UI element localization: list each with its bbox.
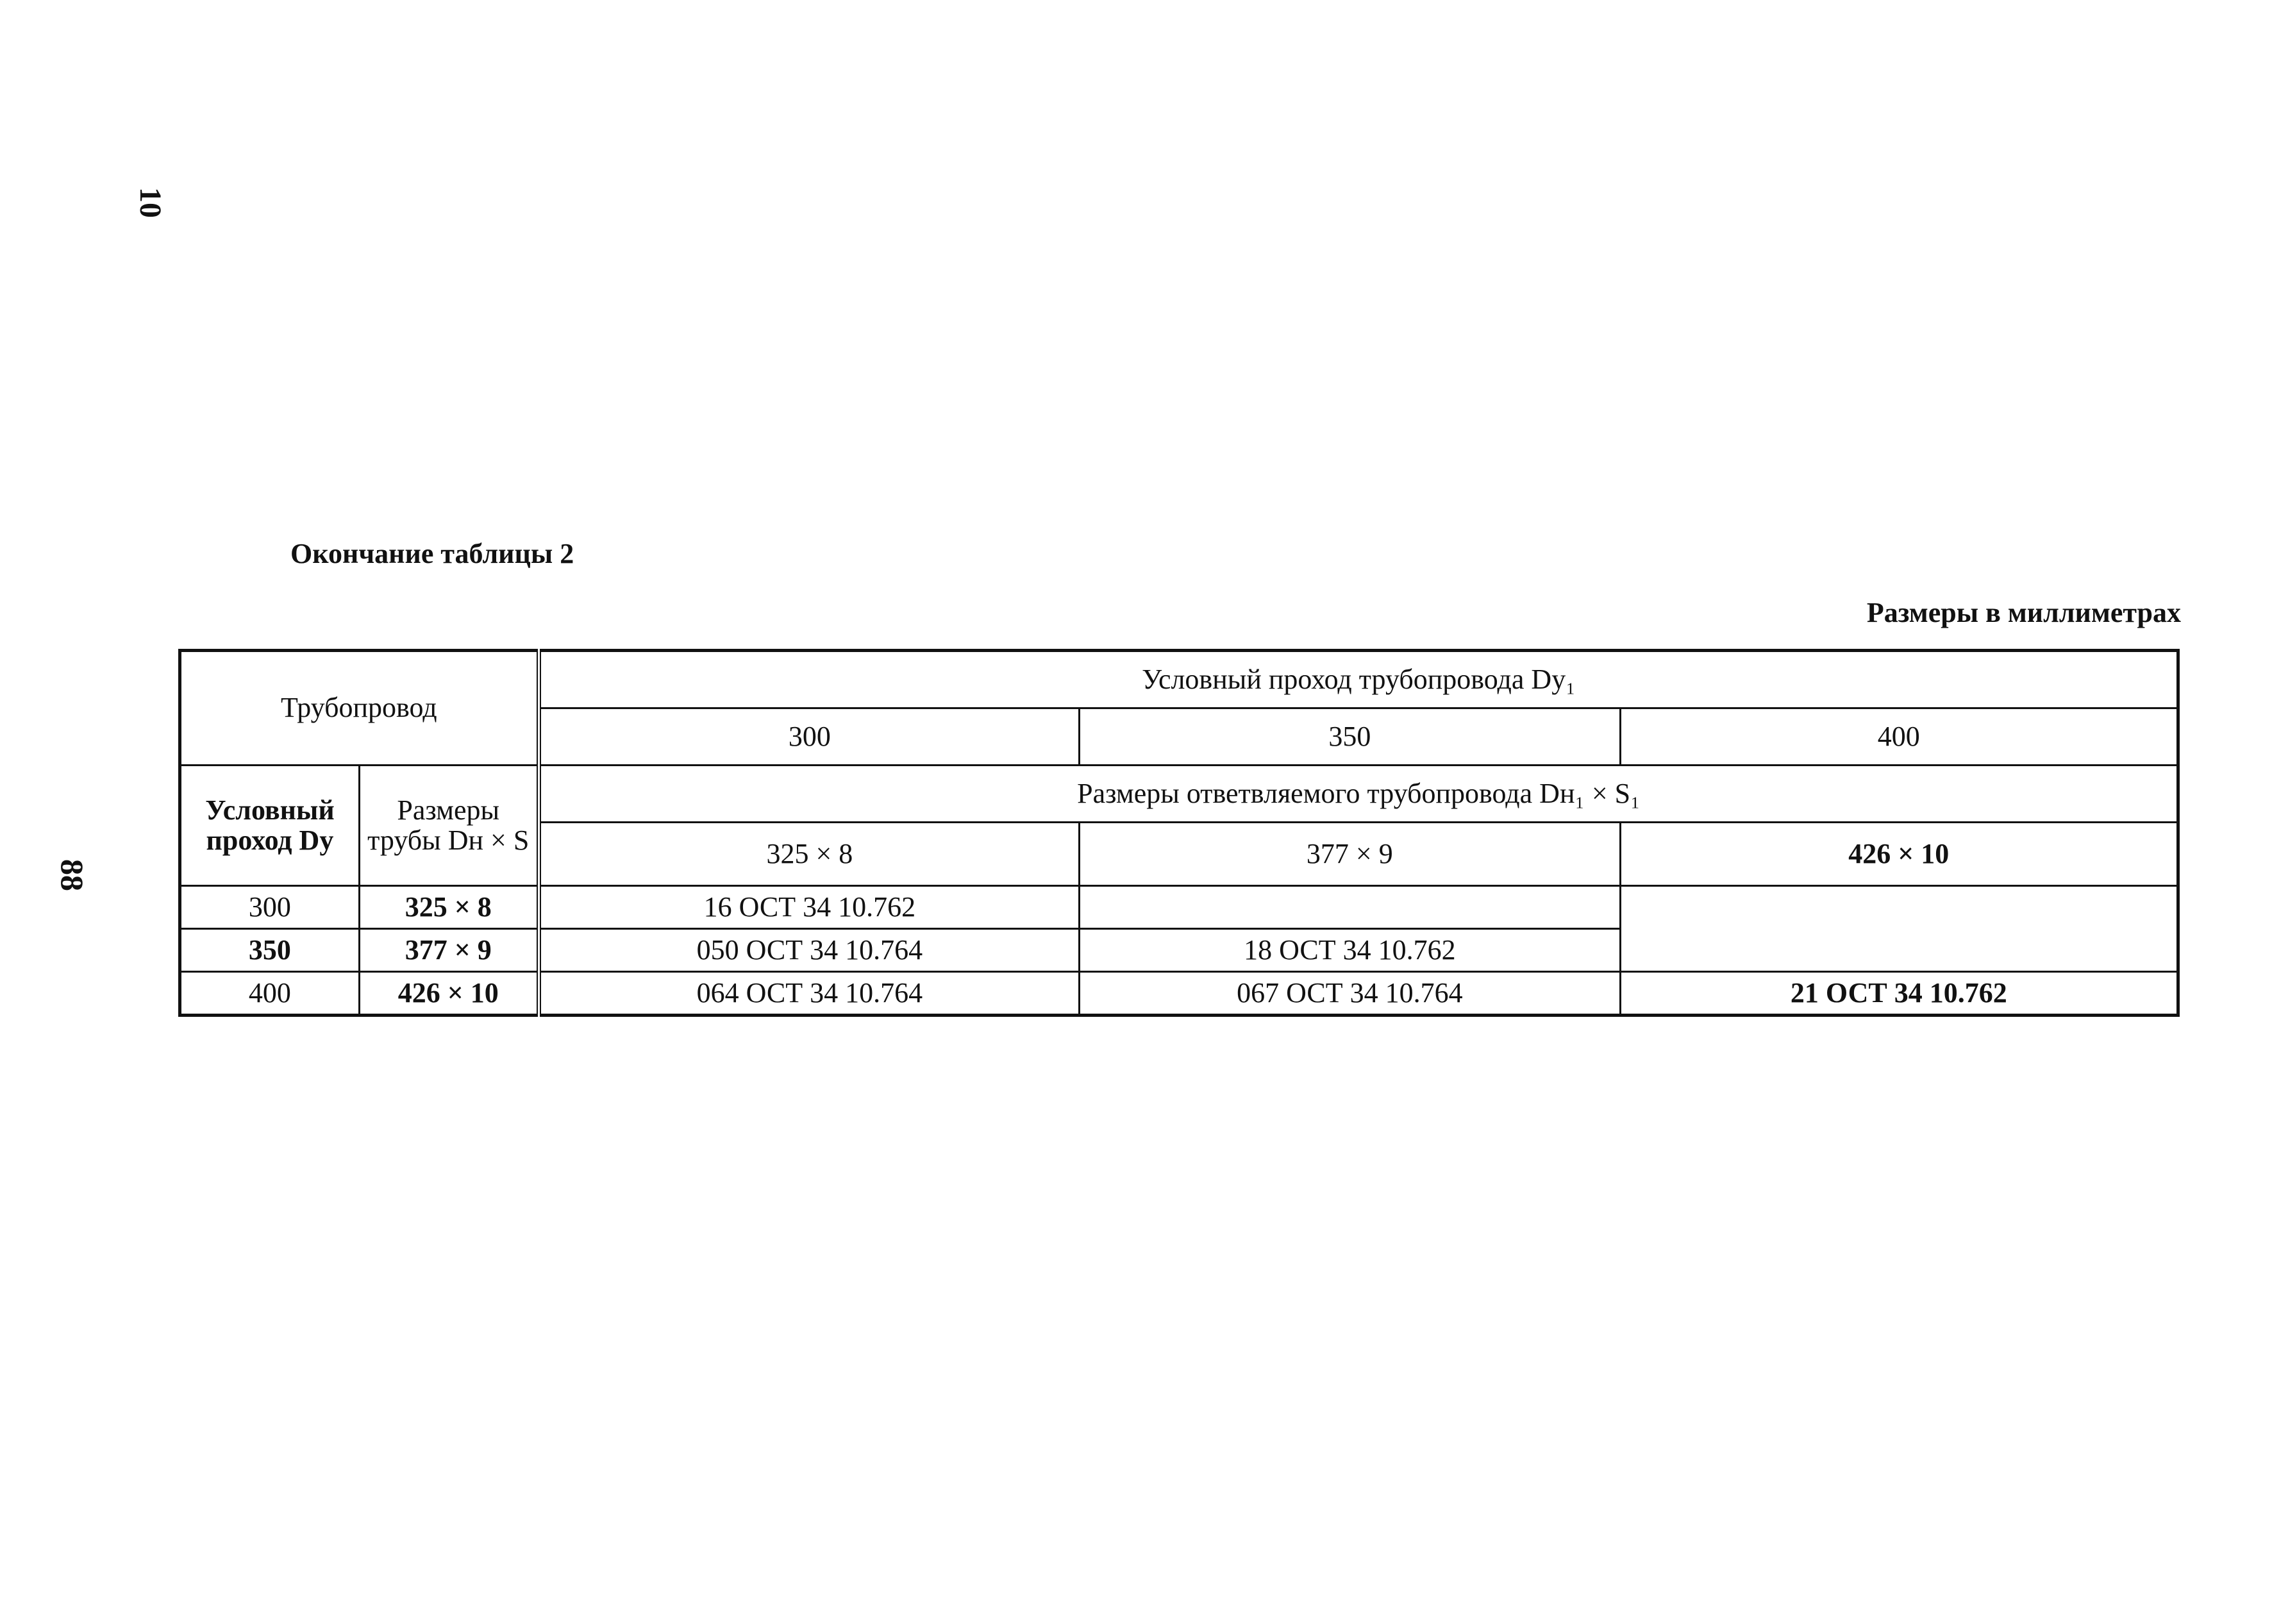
- pipeline-header: Трубопровод: [180, 651, 539, 766]
- col-size-header: Размеры трубы Dн × S: [359, 766, 539, 886]
- table-caption: Окончание таблицы 2: [290, 538, 574, 569]
- row-dy: 300: [180, 886, 360, 929]
- nominal-pass-400: 400: [1620, 708, 2178, 766]
- row-size: 325 × 8: [359, 886, 539, 929]
- row-size: 426 × 10: [359, 972, 539, 1016]
- row-cell-300: 064 ОСТ 34 10.764: [539, 972, 1079, 1016]
- table-row: [180, 972, 2178, 1016]
- col-dy-header: Условный проход Dy: [180, 766, 360, 886]
- header-row-1: [180, 651, 2178, 708]
- branch-size-426: 426 × 10: [1620, 823, 2178, 886]
- row-cell-350: 067 ОСТ 34 10.764: [1080, 972, 1620, 1016]
- row-cell-350: [1080, 886, 1620, 929]
- row-dy: 350: [180, 929, 360, 972]
- nominal-pass-300: 300: [539, 708, 1079, 766]
- row-cell-300: 050 ОСТ 34 10.764: [539, 929, 1079, 972]
- row-cell-400-empty: [1620, 886, 2178, 972]
- page-number-top: 10: [133, 187, 167, 218]
- row-dy: 400: [180, 972, 360, 1016]
- nominal-pass-350: 350: [1080, 708, 1620, 766]
- row-cell-350: 18 ОСТ 34 10.762: [1080, 929, 1620, 972]
- nominal-pass-header: Условный проход трубопровода Dy₁: [539, 651, 2178, 708]
- units-note: Размеры в миллиметрах: [1866, 597, 2181, 628]
- header-row-3: [180, 766, 2178, 823]
- row-cell-400: 21 ОСТ 34 10.762: [1620, 972, 2178, 1016]
- row-cell-300: 16 ОСТ 34 10.762: [539, 886, 1079, 929]
- row-size: 377 × 9: [359, 929, 539, 972]
- branch-size-377: 377 × 9: [1080, 823, 1620, 886]
- dimensions-table: [178, 649, 2180, 1017]
- page-number-side: 88: [54, 859, 90, 891]
- branch-size-header: Размеры ответвляемого трубопровода Dн₁ × S₁: [539, 766, 2178, 823]
- branch-size-325: 325 × 8: [539, 823, 1079, 886]
- table-row: [180, 886, 2178, 929]
